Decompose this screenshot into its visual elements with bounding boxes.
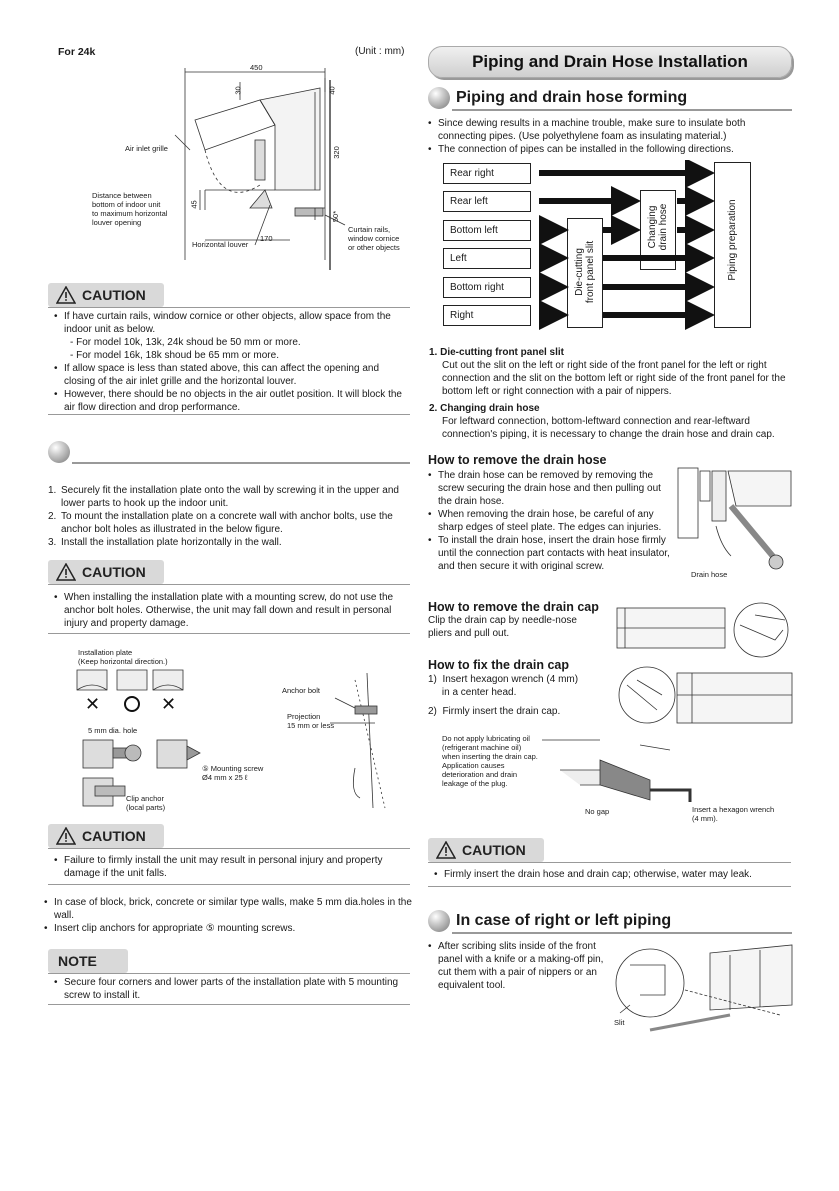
caution-item: • However, there should be no objects in the air outlet position. It will block the air flow direction and drop performance. bbox=[53, 388, 408, 414]
clip-anchor-label: Clip anchor (local parts) bbox=[126, 794, 166, 812]
divider bbox=[48, 414, 410, 415]
caution-title: CAUTION bbox=[82, 828, 146, 844]
dim-30: 30 bbox=[233, 86, 243, 95]
remove-hose-title: How to remove the drain hose bbox=[428, 453, 607, 467]
no-gap-label: No gap bbox=[585, 807, 610, 816]
caution-heading-right bbox=[428, 838, 544, 862]
forming-bullet: • Since dewing results in a machine trouble, make sure to insulate both connecting pipes. (Use polyethylene foam as insulating material.) bbox=[427, 117, 787, 143]
forming-bullets bbox=[427, 117, 787, 156]
die-cutting-section bbox=[429, 346, 791, 398]
wall-bullet: • Insert clip anchors for appropriate ⑤ mounting screws. bbox=[43, 922, 413, 935]
installation-plate-figure bbox=[75, 668, 395, 818]
slit-figure bbox=[610, 935, 794, 1045]
caution-item: • Failure to firmly install the unit may result in personal injury and property damage if the unit falls. bbox=[53, 854, 408, 880]
fix-cap-step-2: 2) Firmly insert the drain cap. bbox=[428, 706, 561, 717]
direction-box: Bottom right bbox=[443, 277, 531, 298]
main-title-bar bbox=[428, 46, 792, 78]
caution-heading-1 bbox=[48, 283, 164, 307]
changing-hose-text: For leftward connection, bottom-leftward connection and rear-leftward connection's piping, it is necessary to change the drain hose and drain cap. bbox=[442, 416, 775, 440]
install-step: 3. Install the installation plate horizontally in the wall. bbox=[48, 537, 282, 548]
remove-hose-item: • When removing the drain hose, be careful of any sharp edges of steel plate. The edges can injuries. bbox=[427, 508, 672, 534]
warning-icon bbox=[436, 841, 456, 859]
caution-list-2 bbox=[53, 591, 408, 630]
fix-cap-step-1: 1) Insert hexagon wrench (4 mm) in a center head. bbox=[428, 674, 579, 698]
warning-icon bbox=[56, 563, 76, 581]
hex-wrench-label: Insert a hexagon wrench (4 mm). bbox=[692, 805, 775, 823]
section-ball-icon bbox=[428, 87, 450, 109]
forming-bullet: • The connection of pipes can be installed in the following directions. bbox=[427, 143, 787, 156]
divider bbox=[48, 633, 410, 634]
drain-hose-label: Drain hose bbox=[691, 570, 728, 579]
divider bbox=[48, 1004, 410, 1005]
install-step: 2. To mount the installation plate on a concrete wall with anchor bolts, use the anchor bolt holes as illustrated in the below figure. bbox=[48, 511, 393, 535]
dim-50: 50* bbox=[331, 210, 341, 223]
divider bbox=[48, 884, 410, 885]
caution-item: - For model 10k, 13k, 24k shoud be 50 mm or more. bbox=[70, 337, 301, 348]
remove-cap-title: How to remove the drain cap bbox=[428, 600, 599, 614]
direction-box: Rear left bbox=[443, 191, 531, 212]
air-inlet-label: Air inlet grille bbox=[125, 144, 168, 153]
warning-icon bbox=[56, 827, 76, 845]
divider bbox=[48, 584, 410, 585]
screw-label: ⑤ Mounting screw Ø4 mm x 25 ℓ bbox=[202, 764, 264, 782]
remove-hose-item: • The drain hose can be removed by removing the screw securing the drain hose and then pulling out the drain hose. bbox=[427, 469, 672, 508]
slit-label: Slit bbox=[614, 1018, 625, 1027]
svg-text:✕: ✕ bbox=[161, 694, 177, 715]
caution-item: • If have curtain rails, window cornice or other objects, allow space from the indoor unit as below. bbox=[53, 310, 408, 336]
hole-label: 5 mm dia. hole bbox=[88, 726, 138, 735]
dim-450: 450 bbox=[250, 63, 263, 72]
die-cutting-text: Cut out the slit on the left or right side of the front panel for the left or right connection and the slit on the bottom left or right side of the front panel for the bottom left or right connection with a pair of nippers. bbox=[442, 360, 786, 397]
remove-cap-text: Clip the drain cap by needle-nose pliers and pull out. bbox=[428, 615, 577, 639]
piping-label: Piping preparation bbox=[727, 199, 738, 281]
drain-cap-figure bbox=[615, 600, 795, 658]
section-title: Piping and drain hose forming bbox=[456, 89, 688, 107]
die-cutting-label: Die-cutting front panel slit bbox=[574, 240, 596, 304]
direction-box: Left bbox=[443, 248, 531, 269]
wall-bullets bbox=[43, 896, 413, 935]
distance-label: Distance between bottom of indoor unit to maximum horizontal louver opening bbox=[92, 191, 168, 227]
section-heading-forming bbox=[428, 87, 687, 109]
dim-170: 170 bbox=[260, 234, 273, 243]
divider bbox=[428, 862, 791, 863]
divider bbox=[72, 462, 410, 464]
divider bbox=[452, 109, 792, 111]
changing-hose-title: 2. Changing drain hose bbox=[429, 403, 540, 414]
fix-cap-title: How to fix the drain cap bbox=[428, 658, 569, 672]
fix-cap-figure bbox=[612, 665, 794, 730]
oil-note: Do not apply lubricating oil (refrigerant machine oil) when inserting the drain cap. Application causes deterioration and drain leakage of the plug. bbox=[442, 734, 538, 788]
direction-box: Right bbox=[443, 305, 531, 326]
projection-label: Projection 15 mm or less bbox=[287, 712, 335, 730]
curtain-label: Curtain rails, window cornice or other objects bbox=[348, 225, 400, 252]
wall-bullet: • In case of block, brick, concrete or similar type walls, make 5 mm dia.holes in the wall. bbox=[43, 896, 413, 922]
svg-text:✕: ✕ bbox=[85, 694, 101, 715]
dim-45: 45 bbox=[189, 200, 199, 209]
drain-plug-figure bbox=[540, 730, 700, 815]
dim-40: 40 bbox=[327, 86, 337, 95]
caution-title: CAUTION bbox=[462, 842, 526, 858]
flow-arrows bbox=[531, 160, 716, 330]
divider bbox=[48, 973, 410, 974]
plate-label: Installation plate (Keep horizontal direction.) bbox=[78, 648, 168, 666]
caution-item: • If allow space is less than stated above, this can affect the opening and closing of the air inlet grille and the horizontal louver. bbox=[53, 362, 408, 388]
model-label: For 24k bbox=[58, 46, 96, 58]
caution-item: • When installing the installation plate with a mounting screw, do not use the anchor bolt holes. Otherwise, the unit may fall down and result in personal injury and property damage. bbox=[53, 591, 408, 630]
section-title: In case of right or left piping bbox=[456, 912, 672, 930]
install-step: 1. Securely fit the installation plate onto the wall by screwing it in the upper and lower parts to hook up the indoor unit. bbox=[48, 485, 399, 509]
anchor-bolt-label: Anchor bolt bbox=[282, 686, 320, 695]
divider bbox=[428, 886, 791, 887]
die-cutting-title: 1. Die-cutting front panel slit bbox=[429, 347, 565, 358]
caution-item: • Firmly insert the drain hose and drain cap; otherwise, water may leak. bbox=[433, 868, 788, 881]
note-heading bbox=[48, 949, 128, 973]
note-list bbox=[53, 976, 408, 1002]
piping-bullets bbox=[427, 940, 607, 992]
changing-label: Changing drain hose bbox=[647, 203, 669, 251]
divider bbox=[48, 848, 410, 849]
section-heading-piping bbox=[428, 910, 671, 932]
main-title: Piping and Drain Hose Installation bbox=[472, 52, 748, 71]
caution-heading-3 bbox=[48, 824, 164, 848]
remove-hose-list bbox=[427, 469, 672, 573]
caution-title: CAUTION bbox=[82, 287, 146, 303]
caution-list-right bbox=[433, 868, 788, 881]
dim-320: 320 bbox=[331, 146, 341, 159]
divider bbox=[452, 932, 792, 934]
remove-hose-item: • To install the drain hose, insert the drain hose firmly until the connection part contacts with heat insulator, and then secure it with original screw. bbox=[427, 534, 672, 573]
caution-list-3 bbox=[53, 854, 408, 880]
piping-bullet: • After scribing slits inside of the front panel with a knife or a making-off pin, cut them with a pair of nippers or an equivalent tool. bbox=[427, 940, 607, 992]
section-ball bbox=[48, 441, 76, 463]
caution-item: - For model 16k, 18k shoud be 65 mm or more. bbox=[70, 350, 279, 361]
drain-hose-figure bbox=[676, 466, 794, 574]
section-ball-icon bbox=[428, 910, 450, 932]
caution-heading-2 bbox=[48, 560, 164, 584]
warning-icon bbox=[56, 286, 76, 304]
unit-label: (Unit : mm) bbox=[355, 46, 405, 57]
caution-list-1 bbox=[53, 310, 408, 414]
horizontal-louver-label: Horizontal louver bbox=[192, 240, 249, 249]
direction-box: Rear right bbox=[443, 163, 531, 184]
direction-box: Bottom left bbox=[443, 220, 531, 241]
divider bbox=[48, 307, 410, 308]
note-title: NOTE bbox=[58, 953, 97, 969]
caution-title: CAUTION bbox=[82, 564, 146, 580]
install-steps bbox=[48, 484, 408, 549]
changing-hose-section bbox=[429, 402, 797, 441]
note-item: • Secure four corners and lower parts of the installation plate with 5 mounting screw to install it. bbox=[53, 976, 408, 1002]
